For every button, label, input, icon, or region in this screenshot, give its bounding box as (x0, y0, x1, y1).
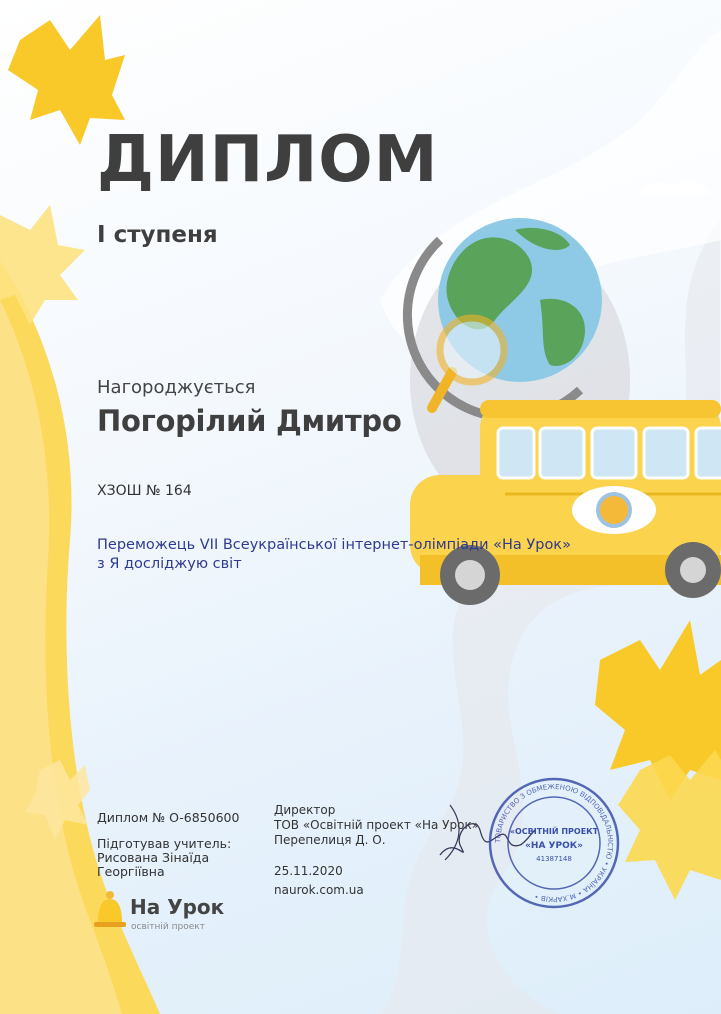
awarded-label: Нагороджується (97, 377, 256, 398)
stamp-ring-text: ТОВАРИСТВО З ОБМЕЖЕНОЮ ВІДПОВІДАЛЬНІСТЮ • УКРАЇНА • М.ХАРКІВ • (493, 782, 615, 904)
director-name: Перепелиця Д. О. (274, 833, 386, 847)
website-link[interactable]: naurok.com.ua (274, 883, 364, 897)
naurok-logo (92, 889, 242, 935)
achievement-text (97, 536, 657, 574)
bell-icon (92, 889, 128, 933)
logo-name: На Урок (130, 895, 225, 919)
director-org: ТОВ «Освітній проект «На Урок» (274, 818, 480, 832)
maple-leaf-icon (618, 750, 721, 900)
achievement-line: з Я досліджую світ (97, 556, 242, 572)
diploma-degree: І ступеня (97, 222, 218, 248)
diploma-title: ДИПЛОМ (97, 123, 439, 197)
teacher-name: Рисована Зінаїда (97, 850, 210, 865)
school-name: ХЗОШ № 164 (97, 483, 192, 499)
teacher-name: Георгіївна (97, 864, 165, 879)
issue-date: 25.11.2020 (274, 864, 343, 878)
teacher-label: Підготував учитель: (97, 836, 232, 851)
diploma-number: Диплом № O-6850600 (97, 810, 240, 825)
achievement-line: Переможець VII Всеукраїнської інтернет-олімпіади «На Урок» (97, 537, 571, 553)
logo-tagline: освітній проект (131, 922, 205, 932)
stamp-center-text: «НА УРОК» (525, 841, 583, 851)
teacher-block (97, 837, 267, 879)
stamp-code: 41387148 (536, 855, 572, 863)
company-stamp (487, 776, 621, 910)
stamp-center-text: «ОСВІТНІЙ ПРОЕКТ (509, 827, 599, 836)
director-title: Директор (274, 803, 336, 817)
winner-name: Погорілий Дмитро (97, 404, 402, 438)
